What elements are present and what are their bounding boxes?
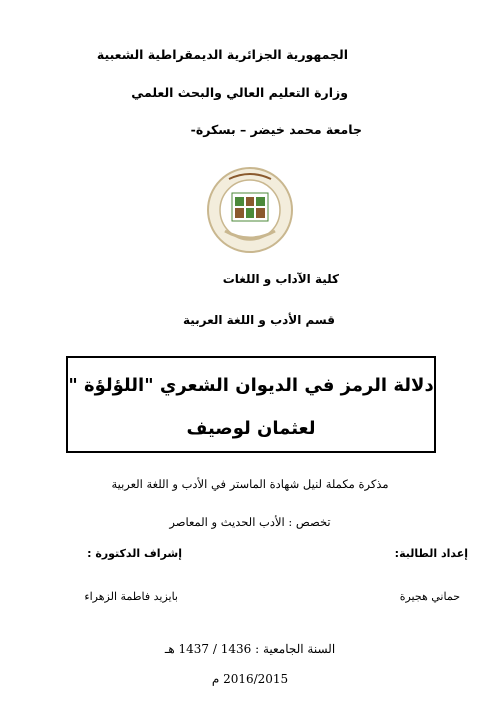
academic-year-hijri: السنة الجامعية : 1436 / 1437 هـ: [164, 642, 336, 656]
supervision-label: إشراف الدكتورة :: [87, 547, 182, 560]
specialization: تخصص : الأدب الحديث و المعاصر: [169, 515, 331, 529]
thesis-author-line: لعثمان لوصيف: [186, 418, 316, 439]
supervisor-name: بايزيد فاطمة الزهراء: [84, 590, 178, 603]
preparation-label: إعداد الطالبة:: [394, 547, 468, 560]
memo-note: مذكرة مكملة لنيل شهادة الماستر في الأدب و اللغة العربية: [111, 477, 389, 491]
university-heading: جامعة محمد خيضر – بسكرة-: [190, 122, 362, 137]
republic-heading: الجمهورية الجزائرية الديمقراطية الشعبية: [96, 47, 348, 62]
ministry-heading: وزارة التعليم العالي والبحث العلمي: [131, 85, 348, 100]
university-logo: [205, 165, 295, 260]
faculty-name: كلية الآداب و اللغات: [222, 272, 339, 286]
academic-year-gregorian: 2016/2015 م: [211, 672, 289, 686]
thesis-title: دلالة الرمز في الديوان الشعري "اللؤلؤة ": [68, 375, 434, 396]
department-name: قسم الأدب و اللغة العربية: [182, 313, 335, 327]
student-name: حماني هجيرة: [399, 590, 460, 603]
thesis-title-box: [66, 356, 436, 453]
